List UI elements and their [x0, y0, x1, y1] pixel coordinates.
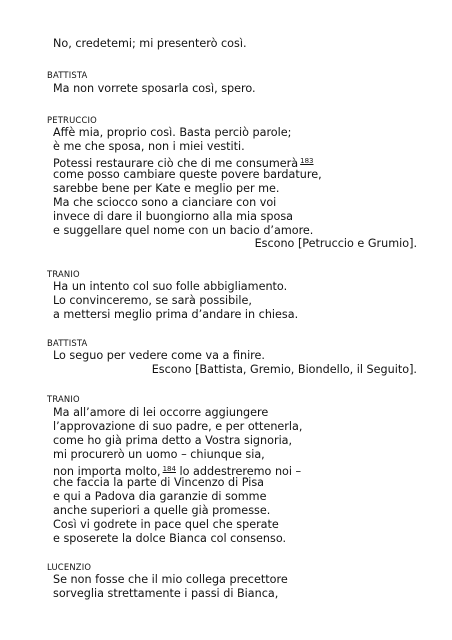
footnote-link[interactable]: 183: [300, 157, 314, 165]
verse-line: come ho già prima detto a Vostra signoria,: [53, 434, 293, 447]
verse-line: Così vi godrete in pace quel che sperate: [53, 518, 279, 531]
stage-direction: Escono [Battista, Gremio, Biondello, il Seguito].: [151, 363, 417, 376]
speaker-name: TRANIO: [47, 394, 80, 404]
verse-line: Ma che sciocco sono a cianciare con voi: [53, 196, 277, 209]
verse-line: anche superiori a quelle già promesse.: [53, 504, 271, 517]
verse-line: e sposerete la dolce Bianca col consenso.: [53, 532, 287, 545]
speaker-name: BATTISTA: [47, 338, 88, 348]
verse-line: che faccia la parte di Vincenzo di Pisa: [53, 476, 265, 489]
footnote-link[interactable]: 184: [162, 465, 176, 473]
verse-line: Se non fosse che il mio collega precettore: [53, 573, 288, 586]
verse-line: e suggellare quel nome con un bacio d’amore.: [53, 224, 314, 237]
speaker-name: TRANIO: [47, 269, 80, 279]
verse-line: Ha un intento col suo folle abbigliamento.: [53, 280, 288, 293]
verse-line: sarebbe bene per Kate e meglio per me.: [53, 182, 280, 195]
verse-line: Lo convinceremo, se sarà possibile,: [53, 294, 252, 307]
verse-line: Ma non vorrete sposarla così, spero.: [53, 82, 256, 95]
verse-line: è me che sposa, non i miei vestiti.: [53, 140, 245, 153]
speaker-name: PETRUCCIO: [47, 115, 97, 125]
speaker-name: BATTISTA: [47, 70, 88, 80]
verse-line: e qui a Padova dia garanzie di somme: [53, 490, 267, 503]
stage-direction: Escono [Petruccio e Grumio].: [254, 237, 417, 250]
verse-line: Lo seguo per vedere come va a finire.: [53, 349, 265, 362]
verse-text: Potessi restaurare ciò che di me consumerà: [53, 157, 299, 170]
speaker-name: LUCENZIO: [47, 562, 92, 572]
verse-line: No, credetemi; mi presenterò così.: [53, 37, 247, 50]
verse-line: Affè mia, proprio così. Basta perciò parole;: [53, 126, 292, 139]
verse-line: Ma all’amore di lei occorre aggiungere: [53, 406, 269, 419]
verse-text: non importa molto,: [53, 465, 161, 478]
verse-line: l’approvazione di suo padre, e per ottenerla,: [53, 420, 303, 433]
verse-text: lo addestreremo noi –: [175, 465, 302, 478]
verse-line: invece di dare il buongiorno alla mia sposa: [53, 210, 294, 223]
verse-line: mi procurerò un uomo – chiunque sia,: [53, 448, 265, 461]
verse-line: come posso cambiare queste povere bardature,: [53, 168, 322, 181]
verse-line: sorveglia strettamente i passi di Bianca,: [53, 587, 279, 600]
verse-line: a mettersi meglio prima d’andare in chiesa.: [53, 308, 299, 321]
